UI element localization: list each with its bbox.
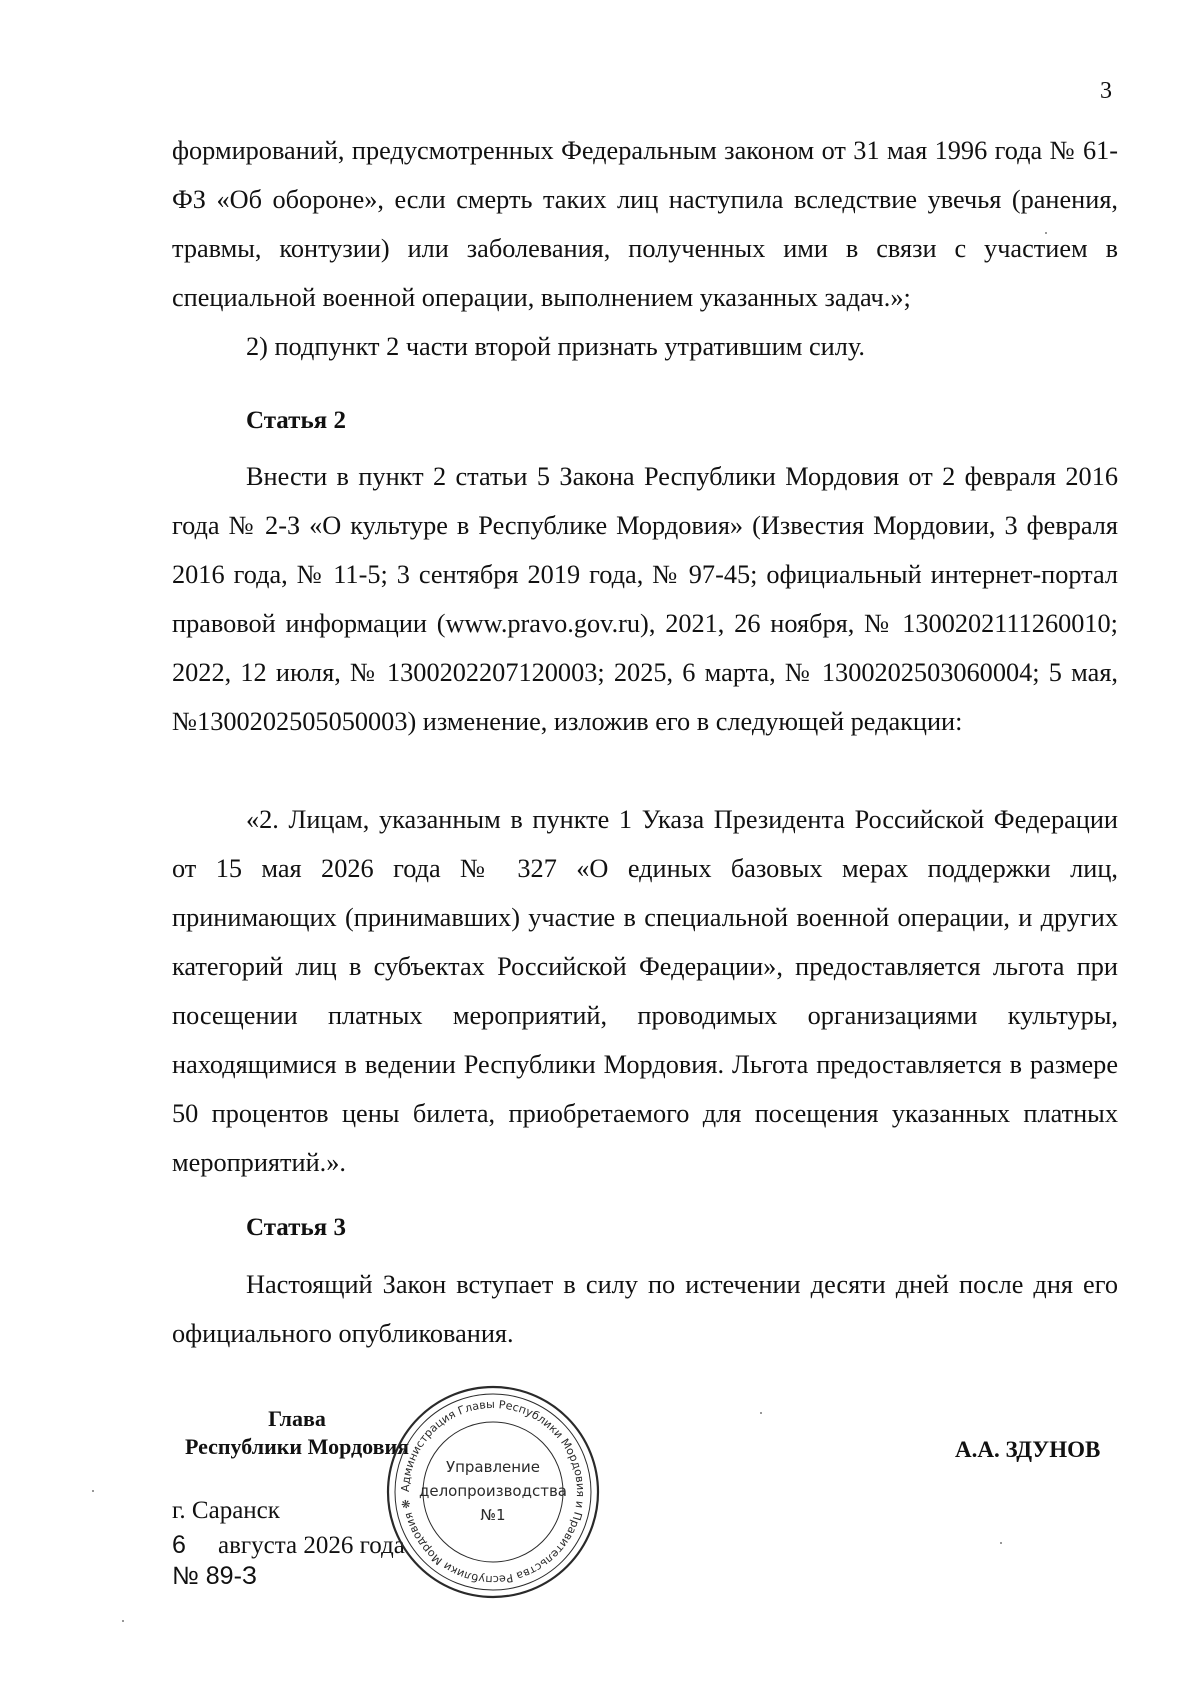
law-number: № 89-З: [172, 1562, 257, 1590]
stamp-line-1: Управление: [445, 1458, 541, 1476]
stamp-ring-text: Администрация Главы Республики Мордовия и Правительства Республики Мордовия ❋: [398, 1397, 588, 1587]
paragraph-continuation: формирований, предусмотренных Федеральным законом от 31 мая 1996 года № 61-ФЗ «Об обороне», если смерть таких лиц наступила вследствие увечья (ранения, травмы, контузии) или заболевания, полученных ими в связи с участием в специальной военной операции, выполнением указанных задач.»;: [172, 136, 1118, 312]
paragraph-subitem-2: 2) подпункт 2 части второй признать утратившим силу.: [246, 332, 865, 361]
article-2-heading: Статья 2: [246, 407, 346, 434]
scan-speck: [1045, 232, 1047, 234]
article-2-paragraph-1: Внести в пункт 2 статьи 5 Закона Республики Мордовия от 2 февраля 2016 года № 2-З «О культуре в Республике Мордовия» (Известия Мордовии, 3 февраля 2016 года, № 11-5; 3 сентября 2019 года, № 97-45; официальный интернет-портал правовой информации (www.pravo.gov.ru), 2021, 26 ноября, № 1300202111260010; 2022, 12 июля, № 1300202207120003; 2025, 6 марта, № 1300202503060004; 5 мая, №1300202505050003) изменение, изложив его в следующей редакции:: [172, 462, 1118, 736]
signer-name: А.А. ЗДУНОВ: [955, 1437, 1101, 1462]
stamp-line-2: делопроизводства: [418, 1482, 568, 1500]
article-3-heading: Статья 3: [246, 1214, 346, 1241]
official-stamp: [383, 1382, 603, 1602]
scan-speck: [1000, 1542, 1002, 1544]
page-number: 3: [1100, 78, 1112, 104]
stamp-line-3: №1: [480, 1506, 506, 1524]
article-3-paragraph: Настоящий Закон вступает в силу по истечении десяти дней после дня его официального опубликования.: [172, 1270, 1118, 1348]
signer-title-line-2: Республики Мордовия: [184, 1434, 410, 1459]
article-2-paragraph-2: «2. Лицам, указанным в пункте 1 Указа Президента Российской Федерации от 15 мая 2026 года № 327 «О единых базовых мерах поддержки лиц, принимающих (принимавших) участие в специальной военной операции, и других категорий лиц в субъектах Российской Федерации», предоставляется льгота при посещении платных мероприятий, проводимых организациями культуры, находящимися в ведении Республики Мордовия. Льгота предоставляется в размере 50 процентов цены билета, приобретаемого для посещения указанных платных мероприятий.».: [172, 805, 1118, 1177]
place: г. Саранск: [172, 1497, 280, 1524]
scan-speck: [122, 1620, 124, 1622]
scan-speck: [760, 1412, 762, 1414]
date-text: августа 2026 года: [218, 1532, 405, 1559]
date-line: [172, 1531, 405, 1560]
date-day: 6: [172, 1531, 186, 1559]
signer-title-line-1: Глава: [268, 1406, 326, 1431]
scan-speck: [92, 1490, 94, 1492]
